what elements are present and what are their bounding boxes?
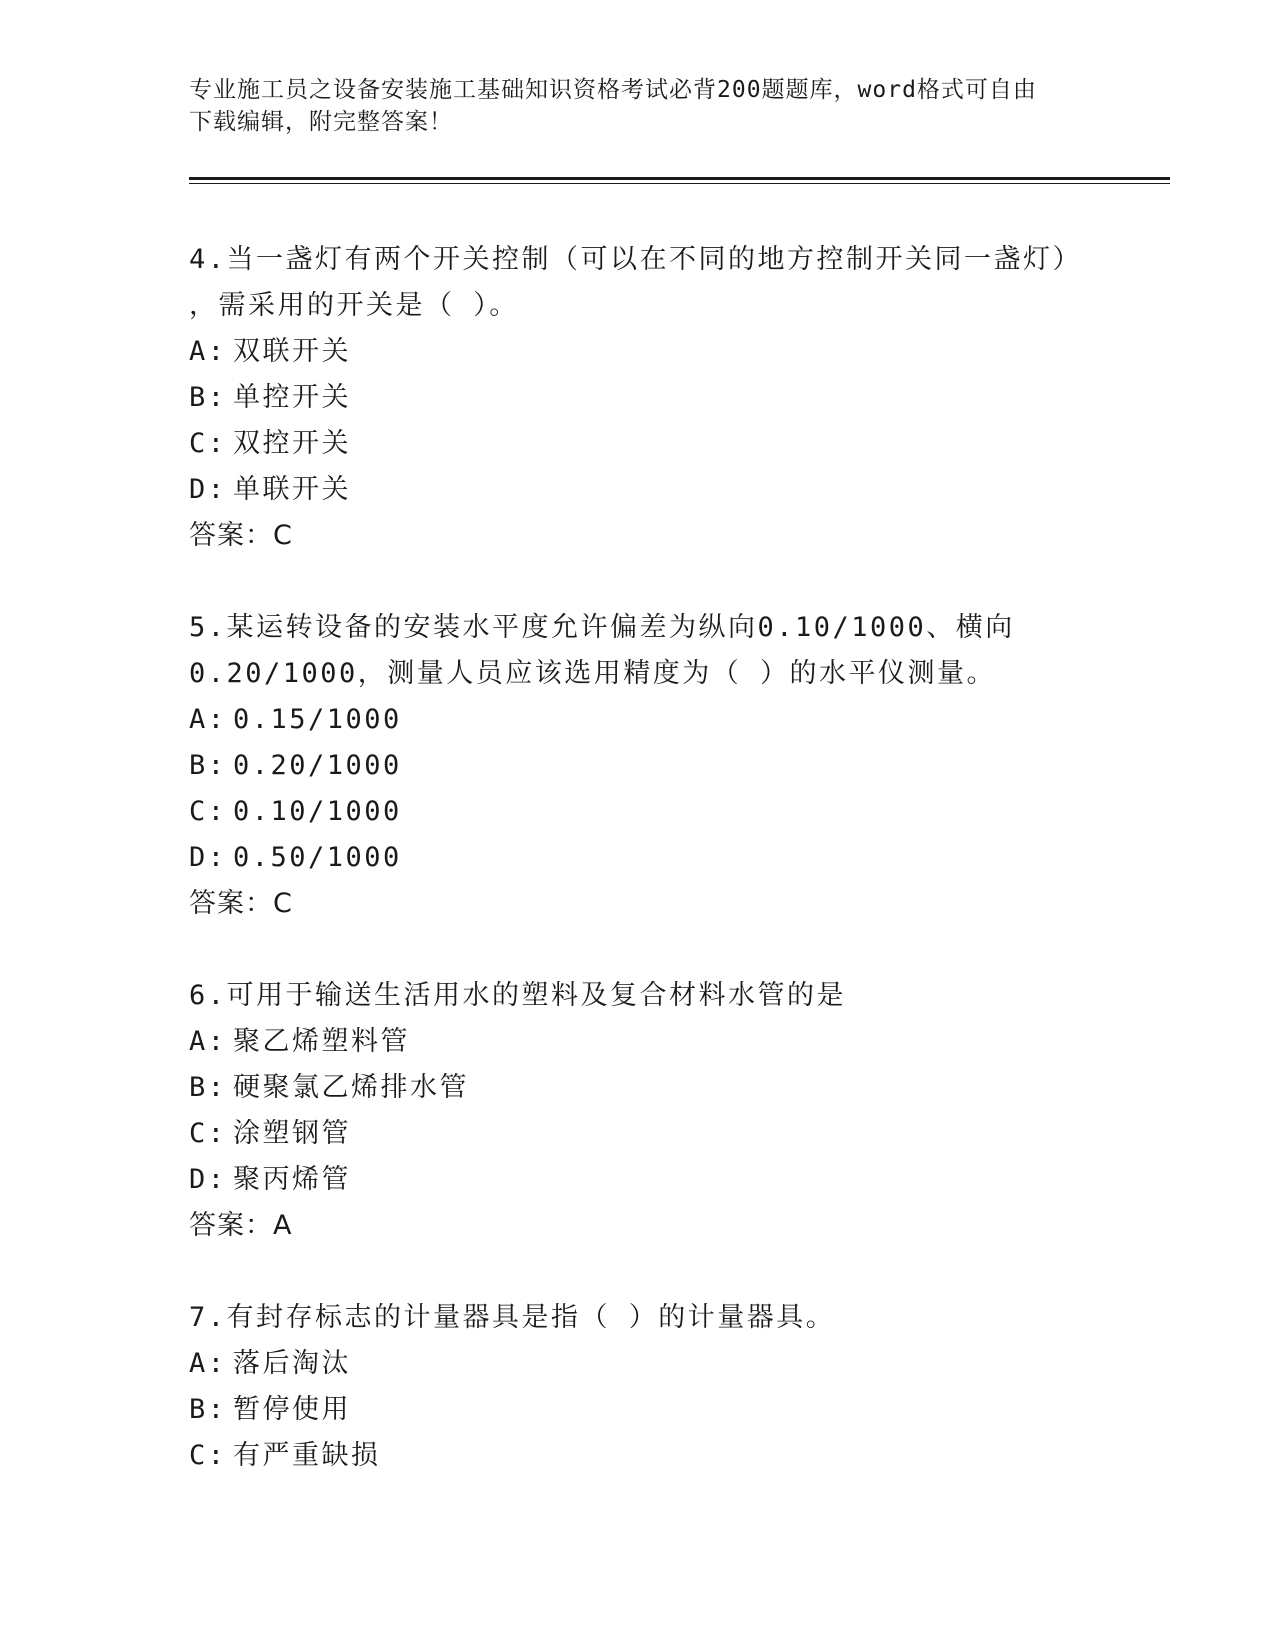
question-stem [189,237,1149,329]
option-b [189,375,1149,421]
answer-line: 答案：C [189,888,293,919]
question-stem [189,605,1149,697]
option-key: B: [189,1394,227,1425]
option-key: D: [189,1164,227,1195]
header-title-line-2: 下载编辑，附完整答案！ [189,109,453,135]
answer-line: 答案：C [189,520,293,551]
option-key: C: [189,1440,227,1471]
option-c [189,789,1149,835]
option-key: C: [189,1118,227,1149]
question-7 [189,1295,1149,1479]
option-d [189,1157,1149,1203]
option-key: A: [189,336,227,367]
option-b [189,743,1149,789]
option-key: B: [189,750,227,781]
option-key: D: [189,842,227,873]
option-key: B: [189,1072,227,1103]
option-text: 落后淘汰 [233,1348,351,1379]
option-text: 硬聚氯乙烯排水管 [233,1072,469,1103]
option-text: 双联开关 [233,336,351,367]
option-c [189,1111,1149,1157]
question-stem-line-1: 7.有封存标志的计量器具是指（ ）的计量器具。 [189,1302,836,1333]
question-stem-line-1: 5.某运转设备的安装水平度允许偏差为纵向0.10/1000、横向 [189,612,1015,643]
option-d [189,835,1149,881]
option-c [189,421,1149,467]
option-text: 聚乙烯塑料管 [233,1026,410,1057]
option-key: D: [189,474,227,505]
document-header [189,74,1089,138]
question-list [189,237,1149,1525]
option-a [189,697,1149,743]
question-stem-line-1: 6.可用于输送生活用水的塑料及复合材料水管的是 [189,980,847,1011]
header-title-line-1: 专业施工员之设备安装施工基础知识资格考试必背200题题库，word格式可自由 [189,77,1037,103]
option-text: 0.10/1000 [233,796,402,827]
option-text: 有严重缺损 [233,1440,381,1471]
question-stem-line-2: ，需采用的开关是（ ）。 [189,290,519,321]
question-5 [189,605,1149,927]
option-a [189,329,1149,375]
question-4 [189,237,1149,559]
option-a [189,1341,1149,1387]
option-text: 双控开关 [233,428,351,459]
option-text: 单联开关 [233,474,351,505]
option-b [189,1065,1149,1111]
option-key: A: [189,1026,227,1057]
option-text: 单控开关 [233,382,351,413]
question-6 [189,973,1149,1249]
option-b [189,1387,1149,1433]
header-divider-thin [189,183,1170,184]
option-text: 0.20/1000 [233,750,402,781]
option-text: 0.15/1000 [233,704,402,735]
option-text: 聚丙烯管 [233,1164,351,1195]
option-c [189,1433,1149,1479]
option-text: 暂停使用 [233,1394,351,1425]
question-stem-line-1: 4.当一盏灯有两个开关控制（可以在不同的地方控制开关同一盏灯） [189,244,1083,275]
option-key: A: [189,1348,227,1379]
option-d [189,467,1149,513]
option-key: A: [189,704,227,735]
answer-line: 答案：A [189,1210,293,1241]
question-stem [189,1295,1149,1341]
question-stem [189,973,1149,1019]
option-text: 0.50/1000 [233,842,402,873]
question-stem-line-2: 0.20/1000，测量人员应该选用精度为（ ）的水平仪测量。 [189,658,997,689]
option-key: B: [189,382,227,413]
option-a [189,1019,1149,1065]
header-divider-thick [189,177,1170,180]
option-key: C: [189,428,227,459]
option-text: 涂塑钢管 [233,1118,351,1149]
option-key: C: [189,796,227,827]
